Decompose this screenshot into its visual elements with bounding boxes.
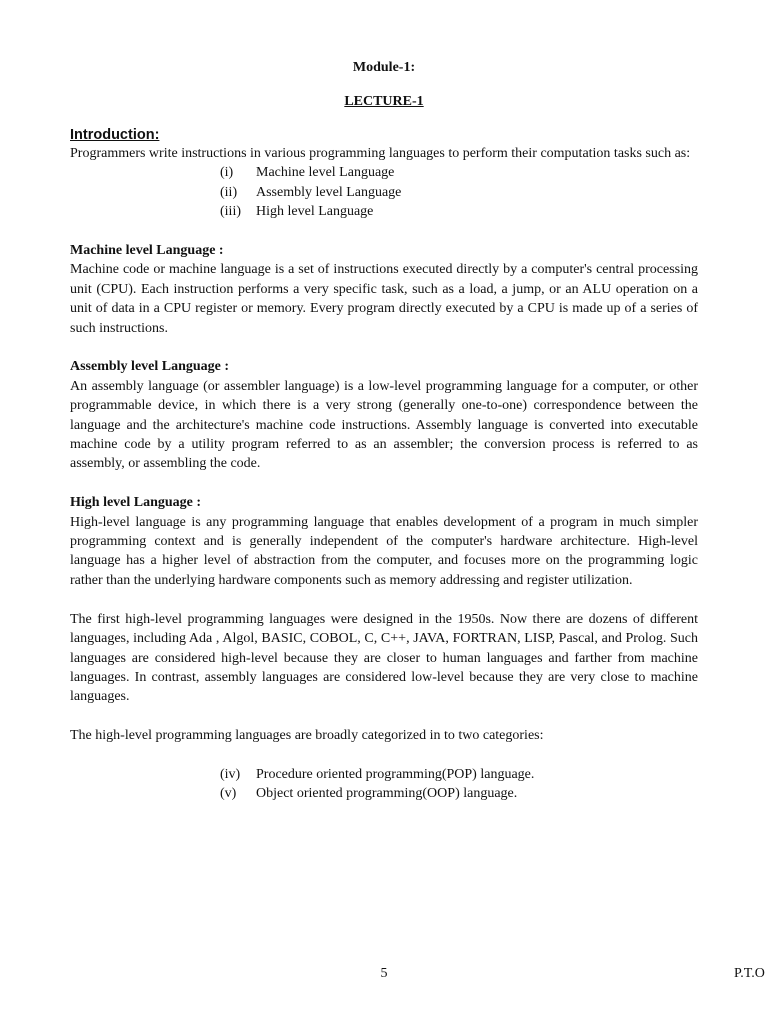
list-item-number: (iii) xyxy=(220,204,241,220)
intro-heading: Introduction: xyxy=(70,127,160,143)
list-item-number: (v) xyxy=(220,786,237,802)
high-level-history-paragraph: The first high-level programming languages were designed in the 1950s. Now there are dozens of different languages, including Ada , Algol, BASIC, COBOL, C, C++, JAVA, FORTRAN, LISP, Pascal, and Prolog. Such languages are considered high-level because they are closer to human languages and farther from machine languages. In contrast, assembly languages are considered low-level because they are very close to machine languages. xyxy=(70,611,698,705)
language-levels-list xyxy=(70,163,698,221)
list-item-number: (iv) xyxy=(220,766,241,782)
categories-paragraph: The high-level programming languages are broadly categorized in to two categories: xyxy=(70,728,544,744)
list-item-label: Object oriented programming(OOP) language. xyxy=(256,786,518,802)
assembly-language-heading: Assembly level Language : xyxy=(70,359,230,375)
page-content xyxy=(70,126,698,804)
lecture-title: LECTURE-1 xyxy=(344,94,424,109)
list-item xyxy=(70,765,698,784)
machine-language-heading: Machine level Language : xyxy=(70,243,224,259)
list-item xyxy=(70,183,698,202)
high-level-language-paragraph: High-level language is any programming language that enables development of a program in much simpler programming context and is generally independent of the computer's hardware architecture. High-level language has a higher level of abstraction from the computer, and focuses more on the programming logic rather than the underlying hardware components such as memory addressing and register utilization. xyxy=(70,514,698,588)
list-item-label: Procedure oriented programming(POP) language. xyxy=(256,766,535,782)
list-item-label: Assembly level Language xyxy=(256,184,402,200)
machine-language-paragraph: Machine code or machine language is a set of instructions executed directly by a computer's central processing unit (CPU). Each instruction performs a very specific task, such as a load, a jump, or an ALU operation on a unit of data in a CPU register or memory. Every program directly executed by a CPU is made up of a series of such instructions. xyxy=(70,262,698,336)
list-item-label: High level Language xyxy=(256,204,374,220)
page-number: 5 xyxy=(380,966,388,981)
assembly-language-paragraph: An assembly language (or assembler language) is a low-level programming language for a computer, or other programmable device, in which there is a very strong (generally one-to-one) correspondence between the language and the architecture's machine code instructions. Assembly language is converted into executable machine code by a utility program referred to as an assembler; the conversion process is referred to as assembly, or assembling the code. xyxy=(70,378,698,472)
list-item xyxy=(70,163,698,182)
high-level-language-heading: High level Language : xyxy=(70,495,202,511)
module-title: Module-1: xyxy=(352,60,416,75)
please-turn-over-note: P.T.O xyxy=(734,966,765,981)
list-item-number: (i) xyxy=(220,165,234,181)
intro-paragraph: Programmers write instructions in various programming languages to perform their computation tasks such as: xyxy=(70,146,691,161)
categories-list xyxy=(70,765,698,804)
list-item xyxy=(70,202,698,221)
list-item xyxy=(70,784,698,803)
list-item-label: Machine level Language xyxy=(256,165,395,181)
list-item-number: (ii) xyxy=(220,184,238,200)
